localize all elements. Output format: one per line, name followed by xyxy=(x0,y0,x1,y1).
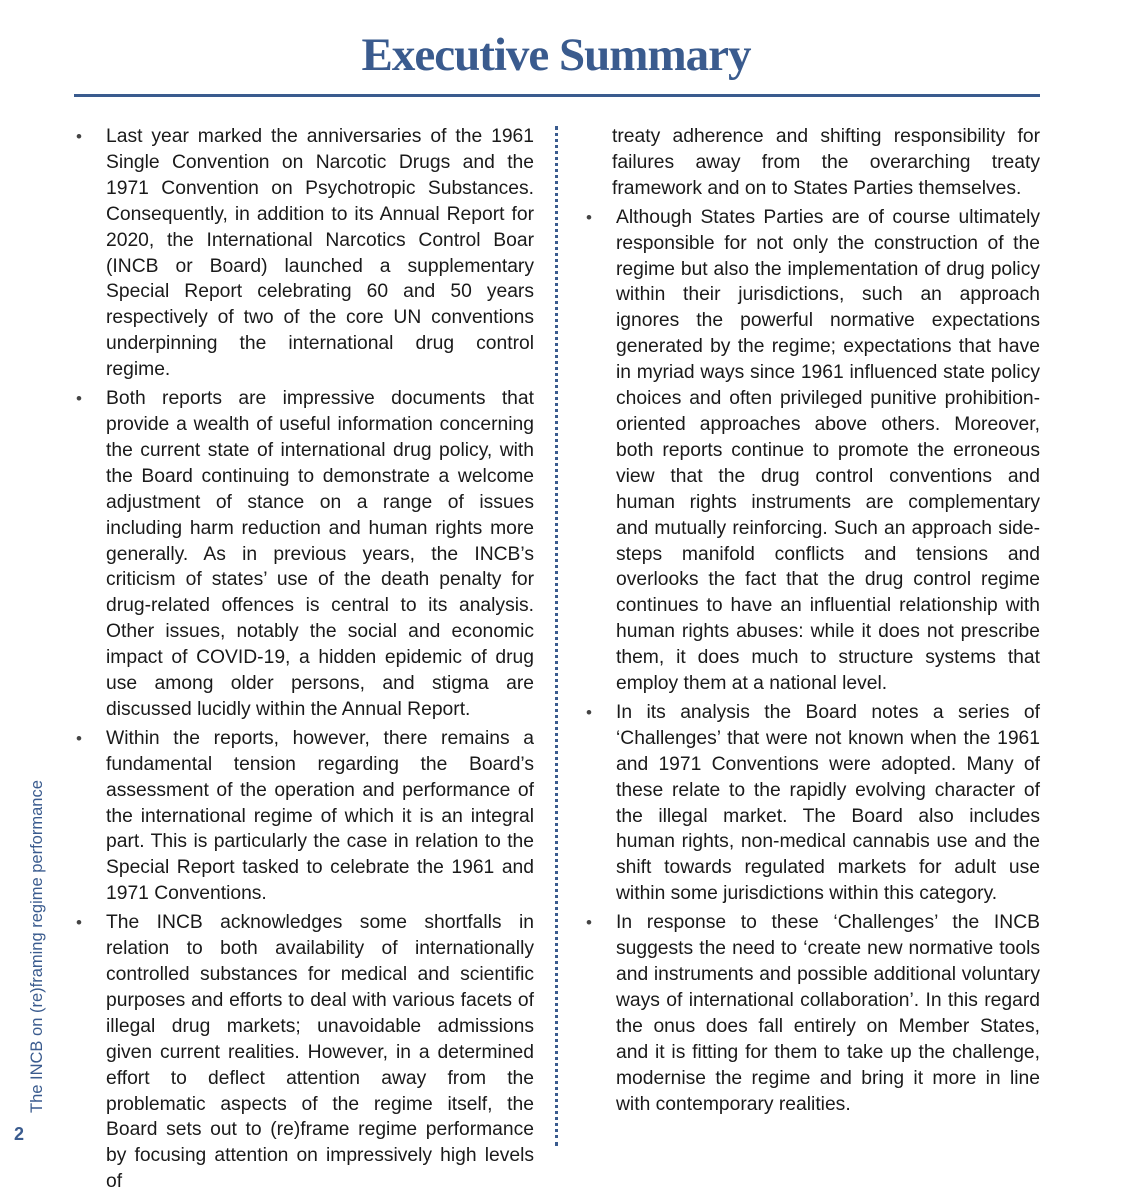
title-underline xyxy=(74,94,1040,97)
continued-paragraph xyxy=(584,124,1040,202)
right-column xyxy=(584,124,1040,1120)
summary-bullet xyxy=(584,700,1040,907)
bullet-marker: • xyxy=(586,207,592,227)
bullet-text: Within the reports, however, there remains a fundamental tension regarding the Board’s assessment of the operation and performance of the international regime of which it is an integral part. This is particularly the case in relation to the Special Report tasked to celebrate the 1961 and 1971 Conventions. xyxy=(106,727,534,905)
bullet-text: Both reports are impressive documents that provide a wealth of useful information concerning the current state of international drug policy, with the Board continuing to demonstrate a welcome adjustment of stance on a range of issues including harm reduction and human rights more generally. As in previous years, the INCB’s criticism of states’ use of the death penalty for drug-related offences is central to its analysis. Other issues, notably the social and economic impact of COVID-19, a hidden epidemic of drug use among older persons, and stigma are discussed lucidly within the Annual Report. xyxy=(106,388,534,720)
bullet-marker: • xyxy=(76,127,82,146)
left-column xyxy=(74,124,534,1198)
summary-bullet xyxy=(74,386,534,723)
bullet-marker: • xyxy=(76,389,82,409)
column-divider xyxy=(555,126,558,1146)
side-caption: The INCB on (re)framing regime performance xyxy=(28,780,46,1113)
continued-text: treaty adherence and shifting responsibility for failures away from the overarching treaty framework and on to States Parties themselves. xyxy=(612,126,1040,199)
bullet-text: The INCB acknowledges some shortfalls in relation to both availability of internationally controlled substances for medical and scientific purposes and efforts to deal with various facets of illegal drug markets; unavoidable admissions given current realities. However, in a determined effort to deflect attention away from the problematic aspects of the regime itself, the Board sets out to (re)frame regime performance by focusing attention on impressively high levels of xyxy=(106,912,534,1193)
summary-bullet xyxy=(584,205,1040,697)
bullet-marker: • xyxy=(586,702,592,722)
bullet-text: Last year marked the anniversaries of the 1961 Single Convention on Narcotic Drugs and the 1971 Convention on Psychotropic Substances. Consequently, in addition to its Annual Report for 2020, the International Narcotics Control Boar (INCB or Board) launched a supplementary Special Report celebrating 60 and 50 years respectively of two of the core UN conventions underpinning the international drug control regime. xyxy=(106,126,534,381)
summary-bullet xyxy=(74,124,534,383)
bullet-text: Although States Parties are of course ultimately responsible for not only the construction of the regime but also the implementation of drug policy within their jurisdictions, such an approach ignores the powerful normative expectations generated by the regime; expectations that have in myriad ways since 1961 influenced state policy choices and often privileged punitive prohibition-oriented approaches above others. Moreover, both reports continue to promote the erroneous view that the drug control conventions and human rights instruments are complementary and mutually reinforcing. Such an approach side-steps manifold conflicts and tensions and overlooks the fact that the drug control regime continues to have an influential relationship with human rights abuses: while it does not prescribe them, it does much to structure systems that employ them at a national level. xyxy=(616,206,1040,695)
bullet-marker: • xyxy=(76,913,82,933)
bullet-marker: • xyxy=(586,913,592,933)
page-title: Executive Summary xyxy=(361,29,751,81)
bullet-text: In response to these ‘Challenges’ the INCB suggests the need to ‘create new normative tools and instruments and possible additional voluntary ways of international collaboration’. In this regard the onus does fall entirely on Member States, and it is fitting for them to take up the challenge, modernise the regime and bring it more in line with contemporary realities. xyxy=(616,912,1040,1115)
summary-bullet xyxy=(74,726,534,907)
page-number: 2 xyxy=(14,1124,25,1144)
summary-bullet xyxy=(74,910,534,1195)
summary-bullet xyxy=(584,910,1040,1117)
bullet-marker: • xyxy=(76,728,82,748)
bullet-text: In its analysis the Board notes a series of ‘Challenges’ that were not known when the 1961 and 1971 Conventions were adopted. Many of these relate to the rapidly evolving character of the illegal market. The Board also includes human rights, non-medical cannabis use and the shift towards regulated markets for adult use within some jurisdictions within this category. xyxy=(616,701,1040,905)
